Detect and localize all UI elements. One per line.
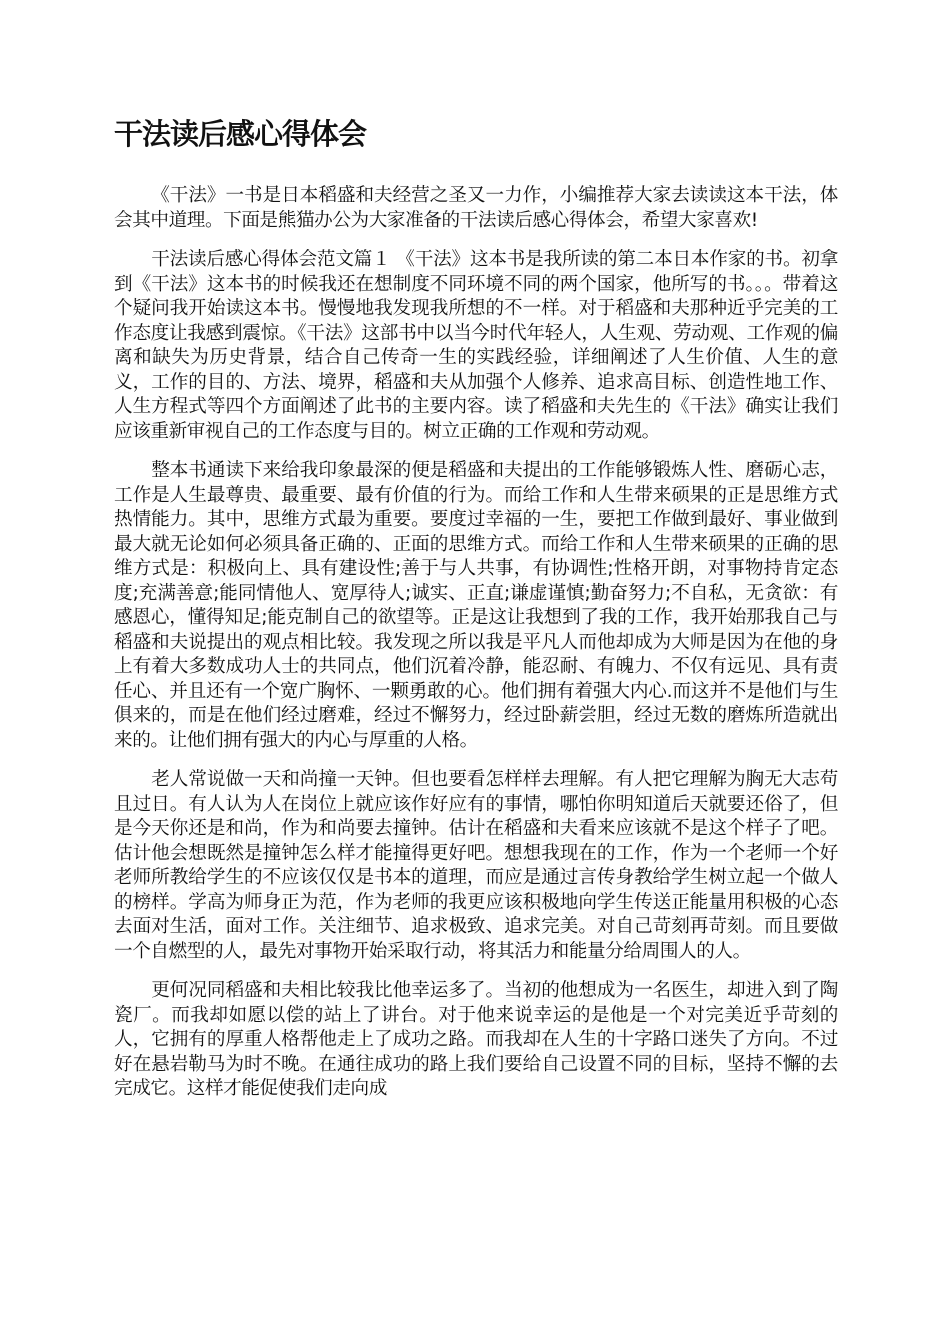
document-title: 干法读后感心得体会 — [114, 117, 367, 151]
intro-text-end: 为大家准备的干法读后感心得体会，希望大家喜欢! — [350, 209, 758, 231]
intro-text-start: 《干法》一书是日本稻盛和夫经营之圣又一力作，小编推荐大家去读读这本干法，体会其中道理。下面是 — [114, 185, 838, 231]
body-paragraph: 干法读后感心得体会范文篇１ 《干法》这本书是我所读的第二本日本作家的书。初拿到《干法》这本书的时候我还在想制度不同环境不同的两个国家，他所写的书。。。带着这个疑问我开始读这本书。慢慢地我发现我所想的不一样。对于稻盛和夫那种近乎完美的工作态度让我感到震惊。《干法》这部书中以当今时代年轻人，人生观、劳动观、工作观的偏离和缺失为历史背景，结合自己传奇一生的实践经验，详细阐述了人生价值、人生的意义，工作的目的、方法、境界，稻盛和夫从加强个人修养、追求高目标、创造性地工作、人生方程式等四个方面阐述了此书的主要内容。读了稻盛和夫先生的《干法》确实让我们应该重新审视自己的工作态度与目的。树立正确的工作观和劳动观。 — [114, 249, 838, 442]
body-paragraph: 老人常说做一天和尚撞一天钟。但也要看怎样样去理解。有人把它理解为胸无大志苟且过日。有人认为人在岗位上就应该作好应有的事情，哪怕你明知道后天就要还俗了，但是今天你还是和尚，作为和尚要去撞钟。估计在稻盛和夫看来应该就不是这个样子了吧。估计他会想既然是撞钟怎么样才能撞得更好吧。想想我现在的工作，作为一个老师一个好老师所教给学生的不应该仅仅是书本的道理，而应是通过言传身教给学生树立起一个做人的榜样。学高为师身正为范，作为老师的我更应该积极地向学生传送正能量用积极的心态去面对生活，面对工作。关注细节、追求极致、追求完美。对自己苛刻再苛刻。而且要做一个自燃型的人，最先对事物开始采取行动，将其活力和能量分给周围人的人。 — [114, 769, 838, 962]
body-paragraph: 更何况同稻盛和夫相比较我比他幸运多了。当初的他想成为一名医生，却进入到了陶瓷厂。而我却如愿以偿的站上了讲台。对于他来说幸运的是他是一个对完美近乎苛刻的人，它拥有的厚重人格帮他走上了成功之路。而我却在人生的十字路口迷失了方向。不过好在悬岩勒马为时不晚。在通往成功的路上我们要给自己设置不同的目标，坚持不懈的去完成它。这样才能促使我们走向成 — [114, 980, 838, 1099]
body-paragraph: 整本书通读下来给我印象最深的便是稻盛和夫提出的工作能够锻炼人性、磨砺心志，工作是人生最尊贵、最重要、最有价值的行为。而给工作和人生带来硕果的正是思维方式热情能力。其中，思维方式最为重要。要度过幸福的一生，要把工作做到最好、事业做到最大就无论如何必须具备正确的、正面的思维方式。而给工作和人生带来硕果的正确的思维方式是：积极向上、具有建设性;善于与人共事，有协调性;性格开朗，对事物持肯定态度;充满善意;能同情他人、宽厚待人;诚实、正直;谦虚谨慎;勤奋努力;不自私，无贪欲：有感恩心，懂得知足;能克制自己的欲望等。正是这让我想到了我的工作，我开始那我自己与稻盛和夫说提出的观点相比较。我发现之所以我是平凡人而他却成为大师是因为在他的身上有着大多数成功人士的共同点，他们沉着冷静，能忍耐、有魄力、不仅有远见、具有责任心、并且还有一个宽广胸怀、一颗勇敢的心。他们拥有着强大内心.而这并不是他们与生俱来的，而是在他们经过磨难，经过不懈努力，经过卧薪尝胆，经过无数的磨炼所造就出来的。让他们拥有强大的内心与厚重的人格。 — [114, 460, 838, 751]
brand-name: 熊猫办公 — [277, 209, 351, 231]
intro-paragraph — [114, 184, 838, 233]
document-body — [114, 184, 838, 1117]
